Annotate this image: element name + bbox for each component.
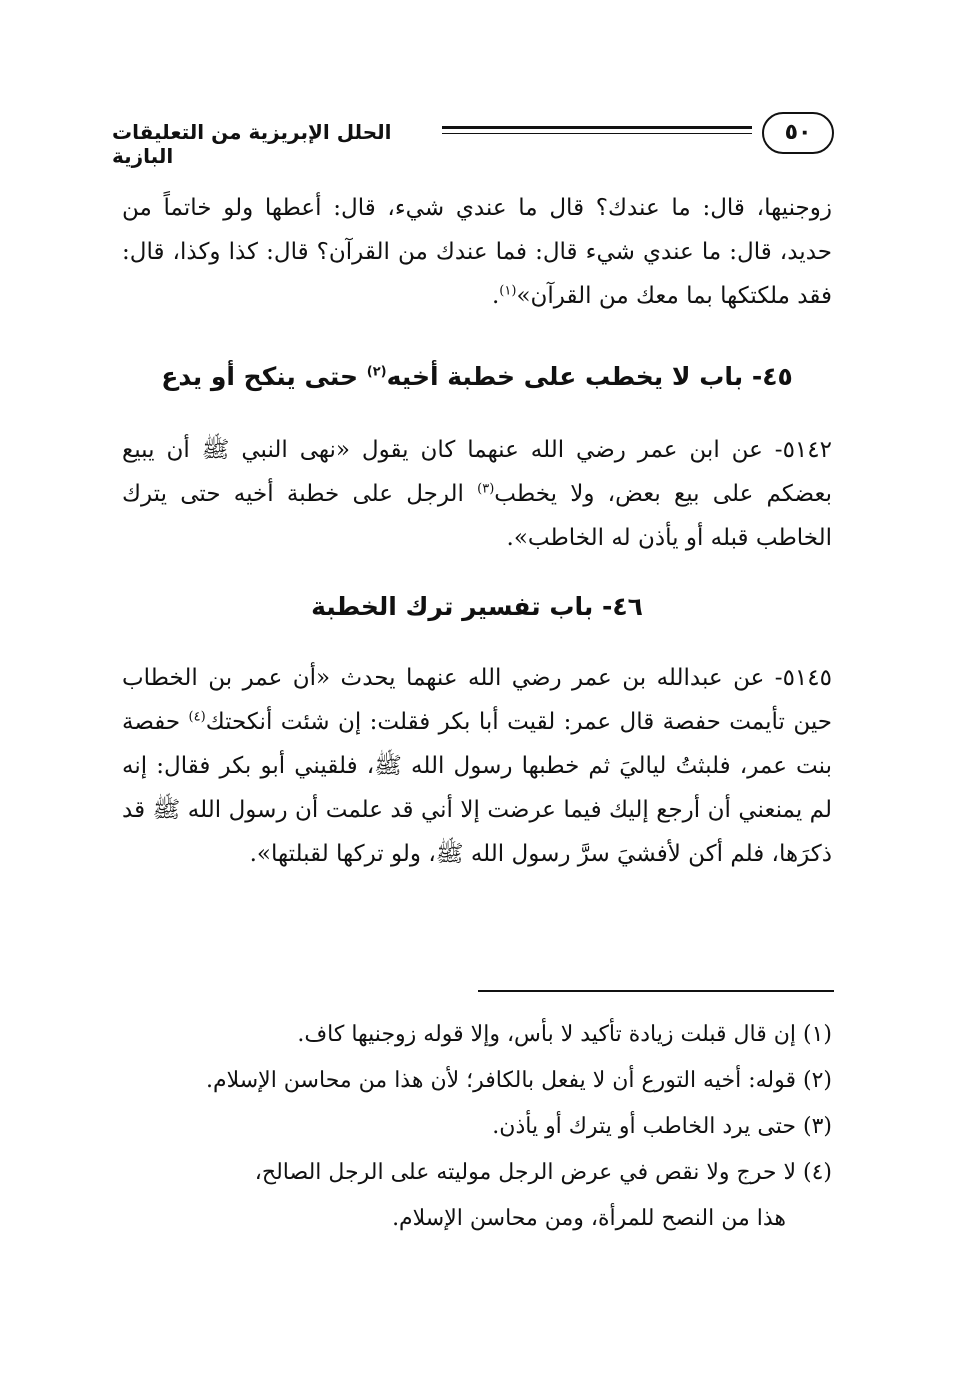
footnote-separator (478, 990, 834, 992)
hadith-5145-text-after: حفصة بنت عمر، فلبثتُ لياليَ ثم خطبها رسول الله ﷺ، فلقيني أبو بكر فقال: إنه لم يمنعني أن أرجع إليك فيما عرضت إلا أني قد علمت أن رسول الله ﷺ قد ذكرَها، فلم أكن لأفشيَ سرَّ رسول الله ﷺ، ولو تركها لقبلتها». (122, 709, 832, 867)
running-header (112, 112, 834, 168)
footnote-4: (٤) لا حرج ولا نقص في عرض الرجل موليته على الرجل الصالح، (254, 1160, 832, 1185)
hadith-5145-text-before: ٥١٤٥- عن عبدالله بن عمر رضي الله عنهما يحدث «أن عمر بن الخطاب حين تأيمت حفصة قال عمر: لقيت أبا بكر فقلت: إن شئت أنكحتك (122, 665, 832, 735)
footnote-3: (٣) حتى يرد الخاطب أو يترك أو يأذن. (492, 1114, 832, 1139)
hadith-5142-text-after: الرجل على خطبة أخيه حتى يترك الخاطب قبله أو يأذن له الخاطب». (122, 481, 832, 551)
header-rule (442, 126, 752, 129)
running-title: الحلل الإبريزية من التعليقات البازية (112, 120, 392, 168)
footnote-ref-3[interactable]: (٣) (477, 481, 495, 497)
footnote-ref-1[interactable]: (١) (499, 283, 517, 299)
opening-paragraph (122, 186, 832, 318)
footnote-2: (٢) قوله: أخيه التورع أن لا يفعل بالكافر؛ لأن هذا من محاسن الإسلام. (205, 1068, 832, 1093)
opening-paragraph-text: زوجنيها، قال: ما عندك؟ قال ما عندي شيء، قال: أعطها ولو خاتماً من حديد، قال: ما عندي شيء قال: فما عندك من القرآن؟ قال: كذا وكذا، قال: فقد ملكتكها بما معك من القرآن» (122, 195, 832, 309)
hadith-5142-text-before: ٥١٤٢- عن ابن عمر رضي الله عنهما كان يقول «نهى النبي ﷺ أن يبيع بعضكم على بيع بعض، ولا يخطب (122, 437, 832, 507)
footnote-1: (١) إن قال قبلت زيادة تأكيد لا بأس، وإلا قوله زوجنيها كاف. (297, 1022, 832, 1047)
chapter-45-title-after: حتى ينكح أو يدع (161, 362, 367, 391)
opening-paragraph-end: . (491, 283, 500, 309)
chapter-45-title-before: ٤٥- باب لا يخطب على خطبة أخيه (386, 362, 793, 391)
footnote-ref-4[interactable]: (٤) (188, 709, 206, 725)
hadith-5145 (122, 656, 832, 876)
footnote-ref-2[interactable]: (٢) (366, 364, 387, 380)
footnotes (122, 1012, 832, 1242)
hadith-5142 (122, 428, 832, 560)
footnote-4-continuation: هذا من النصح للمرأة، ومن محاسن الإسلام. (392, 1206, 786, 1231)
chapter-45-heading (122, 362, 832, 391)
chapter-46-heading: ٤٦- باب تفسير ترك الخطبة (311, 592, 643, 621)
page-number: ٥٠ (762, 112, 834, 154)
